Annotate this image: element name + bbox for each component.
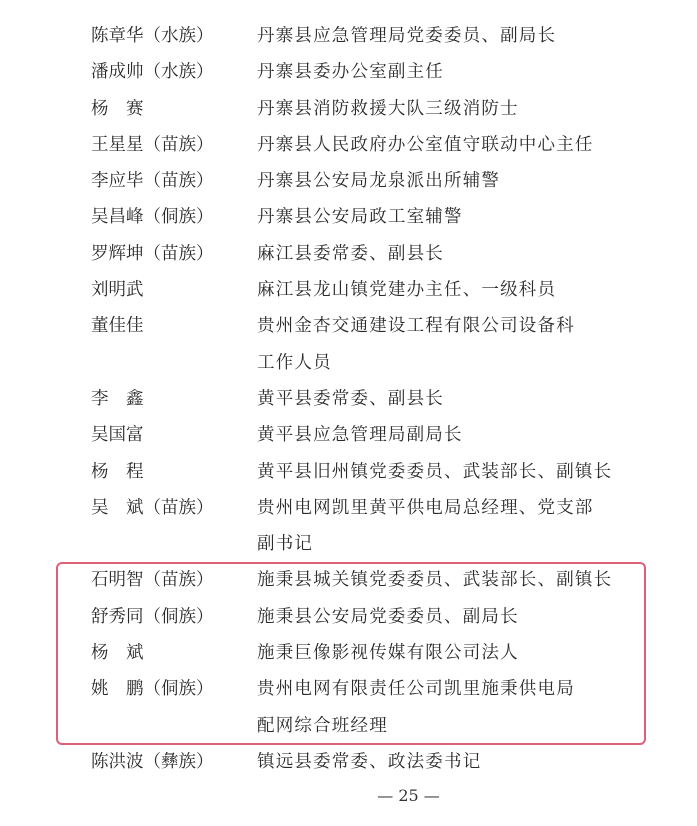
roster-row bbox=[0, 236, 697, 272]
roster-row bbox=[0, 18, 697, 54]
person-name: 潘成帅（水族） bbox=[91, 62, 214, 83]
person-position: 丹寨县公安局政工室辅警 bbox=[257, 207, 463, 228]
person-name: 舒秀同（侗族） bbox=[91, 606, 214, 627]
person-name: 杨 斌 bbox=[91, 643, 144, 664]
person-name: 姚 鹏（侗族） bbox=[91, 679, 214, 700]
highlight-box bbox=[56, 562, 646, 745]
page-number-text: — 25 — bbox=[377, 786, 440, 805]
roster-row bbox=[0, 272, 697, 308]
person-position: 镇远县委常委、政法委书记 bbox=[257, 751, 482, 772]
person-name: 吴昌峰（侗族） bbox=[91, 207, 214, 228]
person-name: 王星星（苗族） bbox=[91, 134, 214, 155]
person-position: 丹寨县公安局龙泉派出所辅警 bbox=[257, 171, 501, 192]
roster-row bbox=[0, 744, 697, 780]
person-name: 杨 赛 bbox=[91, 98, 144, 119]
person-position: 黄平县应急管理局副局长 bbox=[257, 425, 463, 446]
person-position: 丹寨县应急管理局党委委员、副局长 bbox=[257, 26, 557, 46]
person-position: 施秉县公安局党委委员、副局长 bbox=[257, 606, 519, 627]
person-position: 施秉巨像影视传媒有限公司法人 bbox=[257, 643, 519, 664]
person-position: 丹寨县委办公室副主任 bbox=[257, 62, 444, 83]
person-position: 黄平县委常委、副县长 bbox=[257, 388, 444, 409]
roster-row-continuation bbox=[0, 526, 697, 562]
roster-row bbox=[0, 199, 697, 235]
person-name: 杨 程 bbox=[91, 461, 144, 482]
person-position: 贵州金杏交通建设工程有限公司设备科 bbox=[257, 316, 575, 337]
person-position: 贵州电网有限责任公司凯里施秉供电局 bbox=[257, 679, 575, 700]
roster-row bbox=[0, 417, 697, 453]
roster-row-continuation bbox=[0, 345, 697, 381]
person-name: 陈洪波（彝族） bbox=[91, 751, 214, 772]
person-name: 李应毕（苗族） bbox=[91, 171, 214, 192]
person-position: 麻江县龙山镇党建办主任、一级科员 bbox=[257, 280, 557, 301]
person-position: 施秉县城关镇党委委员、武装部长、副镇长 bbox=[257, 570, 613, 591]
roster-row bbox=[0, 91, 697, 127]
person-name: 刘明武 bbox=[91, 280, 144, 301]
roster-row bbox=[0, 454, 697, 490]
person-position: 麻江县委常委、副县长 bbox=[257, 243, 444, 264]
person-name: 陈章华（水族） bbox=[91, 26, 214, 46]
person-name: 罗辉坤（苗族） bbox=[91, 243, 214, 264]
roster-row bbox=[0, 308, 697, 344]
page-number bbox=[0, 786, 697, 805]
roster-row bbox=[0, 163, 697, 199]
roster-row bbox=[0, 381, 697, 417]
person-name: 吴国富 bbox=[91, 425, 144, 446]
person-name: 李 鑫 bbox=[91, 388, 144, 409]
roster-row bbox=[0, 490, 697, 526]
person-name: 石明智（苗族） bbox=[91, 570, 214, 591]
roster-row bbox=[0, 127, 697, 163]
person-position: 丹寨县消防救援大队三级消防士 bbox=[257, 98, 519, 119]
person-name: 吴 斌（苗族） bbox=[91, 497, 214, 518]
person-position: 黄平县旧州镇党委委员、武装部长、副镇长 bbox=[257, 461, 613, 482]
person-position: 配网综合班经理 bbox=[257, 715, 388, 736]
person-position: 丹寨县人民政府办公室值守联动中心主任 bbox=[257, 134, 594, 155]
person-position: 副书记 bbox=[257, 534, 314, 555]
person-position: 贵州电网凯里黄平供电局总经理、党支部 bbox=[257, 497, 594, 518]
roster-row bbox=[0, 54, 697, 90]
person-position: 工作人员 bbox=[257, 352, 332, 373]
person-name: 董佳佳 bbox=[91, 316, 144, 337]
